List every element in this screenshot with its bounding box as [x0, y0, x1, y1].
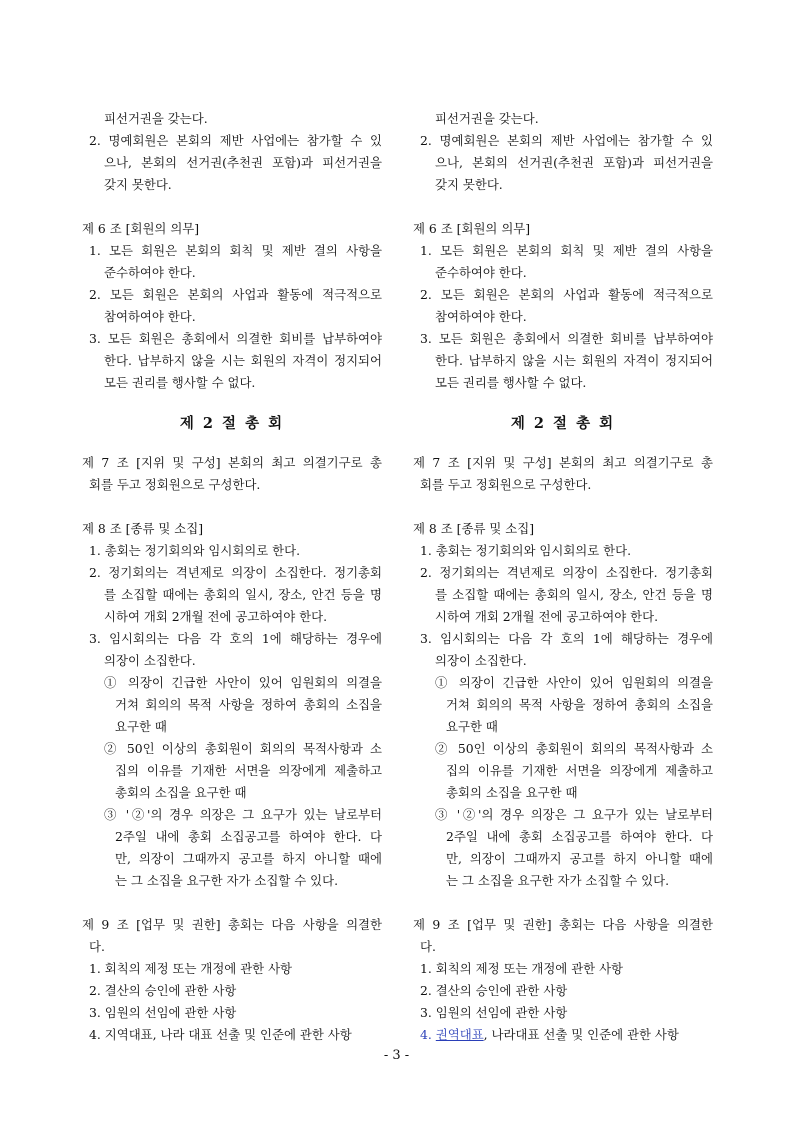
article-title: 제 6 조 [회원의 의무]: [82, 221, 200, 236]
text-line: 2. 명예회원은 본회의 제반 사업에는 참가할 수 있: [420, 133, 713, 148]
text-line: 4. 지역대표, 나라 대표 선출 및 인준에 관한 사항: [89, 1027, 352, 1042]
text-line: 의장이 소집한다.: [435, 653, 527, 668]
text-line: 집의 이유를 기재한 서면을 의장에게 제출하고: [446, 763, 713, 778]
text-line: 집의 이유를 기재한 서면을 의장에게 제출하고: [115, 763, 382, 778]
revised-line: [413, 1024, 713, 1046]
text-line: 참여하여야 한다.: [104, 309, 196, 324]
text-line: 준수하여야 한다.: [104, 265, 196, 280]
text-line: 2. 모든 회원은 본회의 사업과 활동에 적극적으로: [89, 287, 382, 302]
text-line: ① 의장이 긴급한 사안이 있어 임원회의 의결을: [435, 675, 713, 690]
text-line: 총회의 소집을 요구한 때: [115, 785, 247, 800]
section-heading: 제 2 절 총 회: [179, 415, 285, 432]
text-line: 시하여 개회 2개월 전에 공고하여야 한다.: [435, 609, 659, 624]
text-line: 요구한 때: [115, 719, 167, 734]
text-line: 제 9 조 [업무 및 권한] 총회는 다음 사항을 의결한: [82, 917, 382, 932]
text-line: ② 50인 이상의 총회원이 회의의 목적사항과 소: [104, 741, 382, 756]
text-line: 1. 모든 회원은 본회의 회칙 및 제반 결의 사항을: [89, 243, 382, 258]
text-line: ① 의장이 긴급한 사안이 있어 임원회의 의결을: [104, 675, 382, 690]
text-line: 만, 의장이 그때까지 공고를 하지 아니할 때에: [115, 851, 382, 866]
text-line: 제 9 조 [업무 및 권한] 총회는 다음 사항을 의결한: [413, 917, 713, 932]
text-line: 모든 권리를 행사할 수 없다.: [435, 375, 587, 390]
text-line: ③ '②'의 경우 의장은 그 요구가 있는 날로부터: [104, 807, 382, 822]
text-line: 거쳐 회의의 목적 사항을 정하여 총회의 소집을: [446, 697, 713, 712]
text-line: 3. 임원의 선임에 관한 사항: [89, 1005, 237, 1020]
text-line: 3. 임시회의는 다음 각 호의 1에 해당하는 경우에: [89, 631, 382, 646]
text-line: 3. 임시회의는 다음 각 호의 1에 해당하는 경우에: [420, 631, 713, 646]
text-line: 1. 총회는 정기회의와 임시회의로 한다.: [89, 543, 301, 558]
text-line: 시하여 개회 2개월 전에 공고하여야 한다.: [104, 609, 328, 624]
text-line: 2주일 내에 총회 소집공고를 하여야 한다. 다: [446, 829, 713, 844]
article-title: 제 6 조 [회원의 의무]: [413, 221, 531, 236]
text-line: 는 그 소집을 요구한 자가 소집할 수 있다.: [446, 873, 670, 888]
text-line: 제 7 조 [지위 및 구성] 본회의 최고 의결기구로 총: [82, 455, 382, 470]
section-heading: 제 2 절 총 회: [510, 415, 616, 432]
text-line: 회를 두고 정회원으로 구성한다.: [89, 477, 261, 492]
article-title: 제 8 조 [종류 및 소집]: [82, 521, 204, 536]
text-line: 참여하여야 한다.: [435, 309, 527, 324]
item-number: 4.: [420, 1027, 432, 1042]
text-line: 2. 결산의 승인에 관한 사항: [89, 983, 237, 998]
text-line: 2. 결산의 승인에 관한 사항: [420, 983, 568, 998]
text-fragment: , 나라대표 선출 및 인준에 관한 사항: [483, 1027, 679, 1042]
text-line: 갖지 못한다.: [104, 177, 172, 192]
text-line: 는 그 소집을 요구한 자가 소집할 수 있다.: [115, 873, 339, 888]
text-line: 2. 정기회의는 격년제로 의장이 소집한다. 정기총회: [420, 565, 713, 580]
text-line: 다.: [420, 939, 436, 954]
text-line: 2주일 내에 총회 소집공고를 하여야 한다. 다: [115, 829, 382, 844]
text-line: 갖지 못한다.: [435, 177, 503, 192]
text-line: 모든 권리를 행사할 수 없다.: [104, 375, 256, 390]
text-line: 2. 명예회원은 본회의 제반 사업에는 참가할 수 있: [89, 133, 382, 148]
text-line: 한다. 납부하지 않을 시는 회원의 자격이 정지되어: [104, 353, 382, 368]
text-line: 으나, 본회의 선거권(추천권 포함)과 피선거권을: [435, 155, 713, 170]
text-line: 1. 회칙의 제정 또는 개정에 관한 사항: [89, 961, 293, 976]
text-line: 피선거권을 갖는다.: [104, 111, 208, 126]
text-line: 2. 모든 회원은 본회의 사업과 활동에 적극적으로: [420, 287, 713, 302]
text-line: 피선거권을 갖는다.: [435, 111, 539, 126]
text-line: 으나, 본회의 선거권(추천권 포함)과 피선거권을: [104, 155, 382, 170]
revised-term-link[interactable]: 권역대표: [435, 1027, 484, 1042]
text-line: ② 50인 이상의 총회원이 회의의 목적사항과 소: [435, 741, 713, 756]
text-line: 한다. 납부하지 않을 시는 회원의 자격이 정지되어: [435, 353, 713, 368]
text-line: 1. 총회는 정기회의와 임시회의로 한다.: [420, 543, 632, 558]
text-line: 1. 모든 회원은 본회의 회칙 및 제반 결의 사항을: [420, 243, 713, 258]
text-line: 준수하여야 한다.: [435, 265, 527, 280]
text-line: 1. 회칙의 제정 또는 개정에 관한 사항: [420, 961, 624, 976]
text-line: 총회의 소집을 요구한 때: [446, 785, 578, 800]
text-line: 3. 모든 회원은 총회에서 의결한 회비를 납부하여야: [420, 331, 713, 346]
text-line: 3. 임원의 선임에 관한 사항: [420, 1005, 568, 1020]
text-line: 의장이 소집한다.: [104, 653, 196, 668]
text-line: 만, 의장이 그때까지 공고를 하지 아니할 때에: [446, 851, 713, 866]
text-line: ③ '②'의 경우 의장은 그 요구가 있는 날로부터: [435, 807, 713, 822]
text-line: 제 7 조 [지위 및 구성] 본회의 최고 의결기구로 총: [413, 455, 713, 470]
text-line: 회를 두고 정회원으로 구성한다.: [420, 477, 592, 492]
text-line: 를 소집할 때에는 총회의 일시, 장소, 안건 등을 명: [435, 587, 713, 602]
text-line: 를 소집할 때에는 총회의 일시, 장소, 안건 등을 명: [104, 587, 382, 602]
text-line: 요구한 때: [446, 719, 498, 734]
article-title: 제 8 조 [종류 및 소집]: [413, 521, 535, 536]
text-line: 3. 모든 회원은 총회에서 의결한 회비를 납부하여야: [89, 331, 382, 346]
page-number: - 3 -: [383, 1048, 410, 1063]
left-column: [82, 108, 382, 1046]
text-line: 거쳐 회의의 목적 사항을 정하여 총회의 소집을: [115, 697, 382, 712]
text-line: 2. 정기회의는 격년제로 의장이 소집한다. 정기총회: [89, 565, 382, 580]
right-column: [413, 108, 713, 1046]
text-line: 다.: [89, 939, 105, 954]
